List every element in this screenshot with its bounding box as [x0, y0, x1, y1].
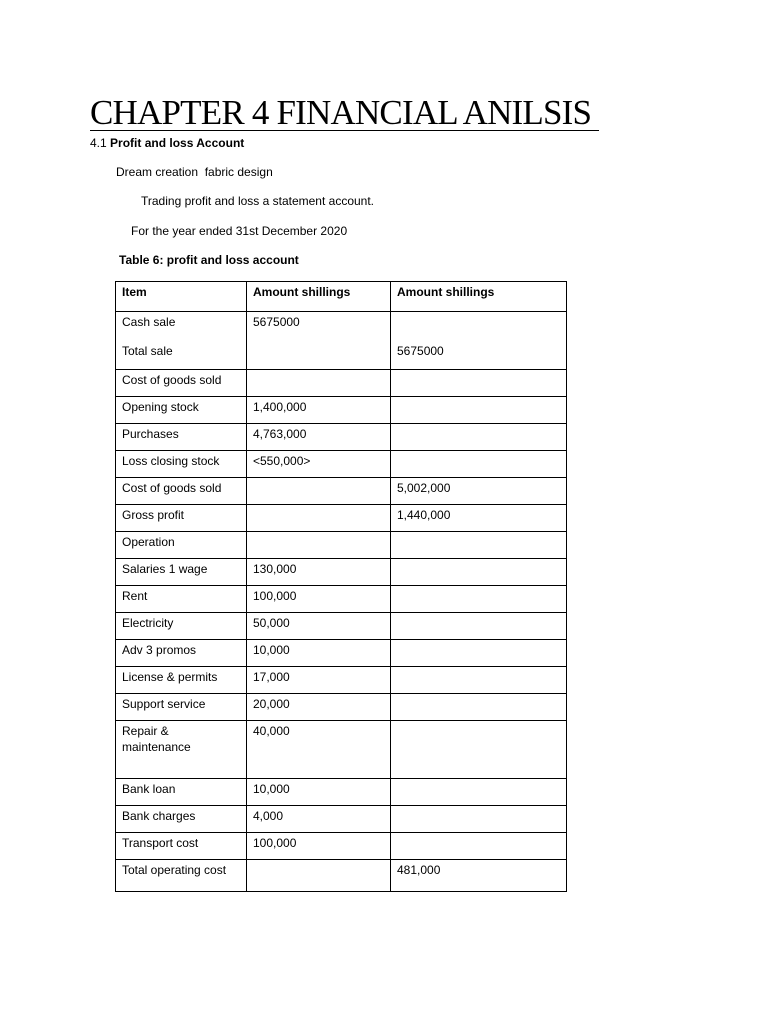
section-number: 4.1	[90, 136, 107, 150]
table-cell-item: Loss closing stock	[116, 451, 247, 478]
table-cell-item: Transport cost	[116, 833, 247, 860]
table-cell-amount-1: <550,000>	[247, 451, 391, 478]
table-cell-amount-2	[391, 806, 567, 833]
table-cell-amount-2	[391, 640, 567, 667]
table-cell-amount-2	[391, 451, 567, 478]
table-cell-item: Bank charges	[116, 806, 247, 833]
table-cell-item: Support service	[116, 694, 247, 721]
table-cell-amount-1: 100,000	[247, 586, 391, 613]
table-row	[116, 860, 567, 892]
table-cell-amount-1: 17,000	[247, 667, 391, 694]
statement-period: For the year ended 31st December 2020	[131, 224, 348, 238]
table-cell-item: Purchases	[116, 424, 247, 451]
table-cell-item: Cost of goods sold	[116, 478, 247, 505]
table-cell-amount-2	[391, 667, 567, 694]
table-row	[116, 586, 567, 613]
table-cell-item: Rent	[116, 586, 247, 613]
table-row	[116, 806, 567, 833]
column-header-amount-2: Amount shillings	[391, 282, 567, 312]
table-cell-amount-2	[391, 312, 567, 370]
table-cell-amount-2: 5,002,000	[391, 478, 567, 505]
title-underline	[90, 130, 599, 131]
table-row	[116, 694, 567, 721]
table-row	[116, 667, 567, 694]
table-cell-amount-1: 50,000	[247, 613, 391, 640]
table-cell-amount-1	[247, 505, 391, 532]
table-cell-amount-2	[391, 721, 567, 779]
table-cell-item: Gross profit	[116, 505, 247, 532]
table-cell-amount-2: 1,440,000	[391, 505, 567, 532]
table-cell-item: License & permits	[116, 667, 247, 694]
table-row	[116, 640, 567, 667]
table-cell-amount-1	[247, 370, 391, 397]
item-total-sale: Total sale	[122, 344, 173, 358]
table-cell-amount-1: 40,000	[247, 721, 391, 779]
section-title: Profit and loss Account	[110, 136, 245, 150]
table-cell-amount-1: 1,400,000	[247, 397, 391, 424]
table-cell-item: Cost of goods sold	[116, 370, 247, 397]
table-cell-item: Electricity	[116, 613, 247, 640]
table-cell-amount-2	[391, 586, 567, 613]
table-header-row	[116, 282, 567, 312]
profit-loss-table	[115, 281, 567, 892]
column-header-amount-1: Amount shillings	[247, 282, 391, 312]
table-cell-amount-1	[247, 312, 391, 370]
table-cell-amount-2	[391, 559, 567, 586]
section-heading	[90, 136, 244, 151]
item-cash-sale: Cash sale	[122, 315, 176, 329]
table-cell-item: Adv 3 promos	[116, 640, 247, 667]
table-cell-amount-1: 100,000	[247, 833, 391, 860]
table-row	[116, 397, 567, 424]
table-cell-item: Total operating cost	[116, 860, 247, 892]
table-cell-item: Operation	[116, 532, 247, 559]
statement-title: Trading profit and loss a statement account.	[141, 194, 375, 208]
table-row	[116, 532, 567, 559]
table-cell-amount-2	[391, 779, 567, 806]
table-row	[116, 505, 567, 532]
table-row	[116, 613, 567, 640]
table-row	[116, 451, 567, 478]
table-cell-amount-2	[391, 833, 567, 860]
table-row-sales	[116, 312, 567, 370]
table-cell-amount-1: 20,000	[247, 694, 391, 721]
total-sale-amount: 5675000	[397, 344, 444, 358]
table-cell-amount-1: 10,000	[247, 640, 391, 667]
table-row	[116, 424, 567, 451]
company-name: Dream creation fabric design	[116, 165, 273, 179]
chapter-title: CHAPTER 4 FINANCIAL ANILSIS	[90, 93, 592, 132]
table-row	[116, 833, 567, 860]
column-header-item: Item	[116, 282, 247, 312]
table-cell-item: Bank loan	[116, 779, 247, 806]
table-cell-item	[116, 312, 247, 370]
table-cell-amount-1: 10,000	[247, 779, 391, 806]
table-cell-amount-2	[391, 613, 567, 640]
table-cell-amount-2	[391, 532, 567, 559]
table-row	[116, 779, 567, 806]
table-row	[116, 559, 567, 586]
table-cell-item: Salaries 1 wage	[116, 559, 247, 586]
table-caption: Table 6: profit and loss account	[119, 253, 299, 267]
table-cell-item: Repair & maintenance	[116, 721, 247, 779]
table-cell-amount-1	[247, 860, 391, 892]
table-cell-amount-1: 130,000	[247, 559, 391, 586]
table-row	[116, 370, 567, 397]
cash-sale-amount: 5675000	[253, 315, 300, 329]
table-cell-amount-1: 4,000	[247, 806, 391, 833]
table-cell-amount-1	[247, 478, 391, 505]
table-cell-amount-2	[391, 397, 567, 424]
table-cell-amount-2: 481,000	[391, 860, 567, 892]
table-cell-amount-2	[391, 694, 567, 721]
table-cell-amount-1	[247, 532, 391, 559]
table-row	[116, 721, 567, 779]
table-cell-amount-2	[391, 424, 567, 451]
table-cell-item: Opening stock	[116, 397, 247, 424]
table-cell-amount-2	[391, 370, 567, 397]
table-cell-amount-1: 4,763,000	[247, 424, 391, 451]
table-row	[116, 478, 567, 505]
